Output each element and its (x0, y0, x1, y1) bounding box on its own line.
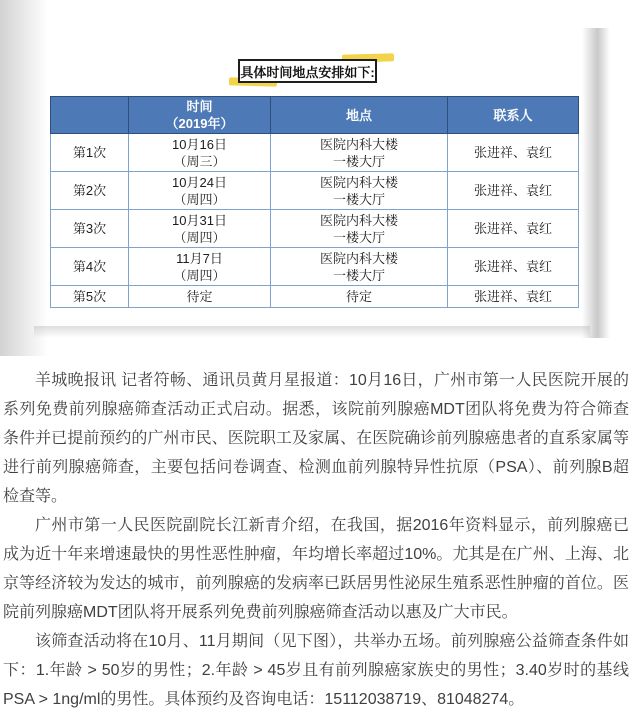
header-time-line2: （2019年） (165, 116, 234, 131)
cell-time (129, 248, 271, 286)
table-row (51, 134, 579, 172)
cell-place-line1: 医院内科大楼 (319, 174, 398, 190)
header-place: 地点 (271, 97, 448, 134)
cell-place (271, 248, 448, 286)
paragraph: 广州市第一人民医院副院长江新青介绍，在我国，据2016年资料显示，前列腺癌已成为近十年来增速最快的男性恶性肿瘤，年均增长率超过10%。尤其是在广州、上海、北京等经济较为发达的城市，前列腺癌的发病率已跃居男性泌尿生殖系恶性肿瘤的首位。医院前列腺癌MDT团队将开展系列免费前列腺癌筛查活动以惠及广大市民。 (3, 517, 629, 621)
cell-date: 10月16日 (172, 136, 227, 152)
cell-session-label: 第1次 (51, 134, 129, 172)
cell-contact: 张进祥、袁红 (448, 172, 579, 210)
paragraph: 该筛查活动将在10月、11月期间（见下图），共举办五场。前列腺癌公益筛查条件如下：1.年龄 > 50岁的男性；2.年龄 > 45岁且有前列腺癌家族史的男性；3.40岁时的基线PSA > 1ng/ml的男性。具体预约及咨询电话：15112038719、81048274。 (3, 633, 629, 708)
cell-place-line2: 一楼大厅 (332, 153, 385, 169)
cell-contact: 张进祥、袁红 (448, 248, 579, 286)
cell-place-line1: 医院内科大楼 (319, 136, 398, 152)
cell-place-line2: 一楼大厅 (332, 229, 385, 245)
header-contact: 联系人 (448, 97, 579, 134)
cell-time (129, 286, 271, 308)
cell-contact: 张进祥、袁红 (448, 134, 579, 172)
table-row (51, 248, 579, 286)
schedule-caption-wrap (238, 59, 377, 83)
cell-place (271, 134, 448, 172)
table-row (51, 210, 579, 248)
paragraph-lead: 羊城晚报讯 记者符畅、通讯员黄月星报道：10月16日，广州市第一人民医院开展的系列免费前列腺癌筛查活动正式启动。据悉，该院前列腺癌MDT团队将免费为符合筛查条件并已提前预约的广州市民、医院职工及家属、在医院确诊前列腺癌患者的直系家属等进行前列腺癌筛查，主要包括问卷调查、检测血前列腺特异性抗原（PSA）、前列腺B超检查等。 (3, 372, 629, 505)
cell-date: 待定 (186, 289, 213, 304)
photo-left-shade (0, 0, 48, 356)
cell-weekday: （周四） (173, 229, 226, 245)
header-time-line1: 时间 (186, 99, 213, 114)
table-row (51, 172, 579, 210)
cell-date: 11月7日 (176, 250, 223, 266)
schedule-caption: 具体时间地点安排如下: (238, 59, 377, 83)
article-body (0, 356, 632, 714)
cell-weekday: （周四） (173, 267, 226, 283)
cell-time (129, 134, 271, 172)
cell-place-line2: 一楼大厅 (332, 267, 385, 283)
cell-place (271, 286, 448, 308)
cell-place-line2: 一楼大厅 (332, 191, 385, 207)
photo-right-shade (582, 28, 610, 338)
table-header-row (51, 97, 579, 134)
photo-bottom-shade (34, 326, 590, 338)
cell-time (129, 172, 271, 210)
cell-time (129, 210, 271, 248)
cell-weekday: （周三） (173, 153, 226, 169)
table-row (51, 286, 579, 308)
cell-place (271, 172, 448, 210)
cell-date: 10月24日 (172, 174, 227, 190)
cell-session-label: 第4次 (51, 248, 129, 286)
cell-place-line1: 待定 (345, 289, 372, 304)
header-corner (51, 97, 129, 134)
cell-contact: 张进祥、袁红 (448, 286, 579, 308)
cell-session-label: 第3次 (51, 210, 129, 248)
schedule-photo (0, 0, 632, 356)
cell-session-label: 第2次 (51, 172, 129, 210)
cell-weekday: （周四） (173, 191, 226, 207)
cell-place (271, 210, 448, 248)
header-time (129, 97, 271, 134)
schedule-table (50, 96, 579, 308)
cell-contact: 张进祥、袁红 (448, 210, 579, 248)
cell-date: 10月31日 (172, 212, 227, 228)
cell-session-label: 第5次 (51, 286, 129, 308)
cell-place-line1: 医院内科大楼 (319, 250, 398, 266)
cell-place-line1: 医院内科大楼 (319, 212, 398, 228)
